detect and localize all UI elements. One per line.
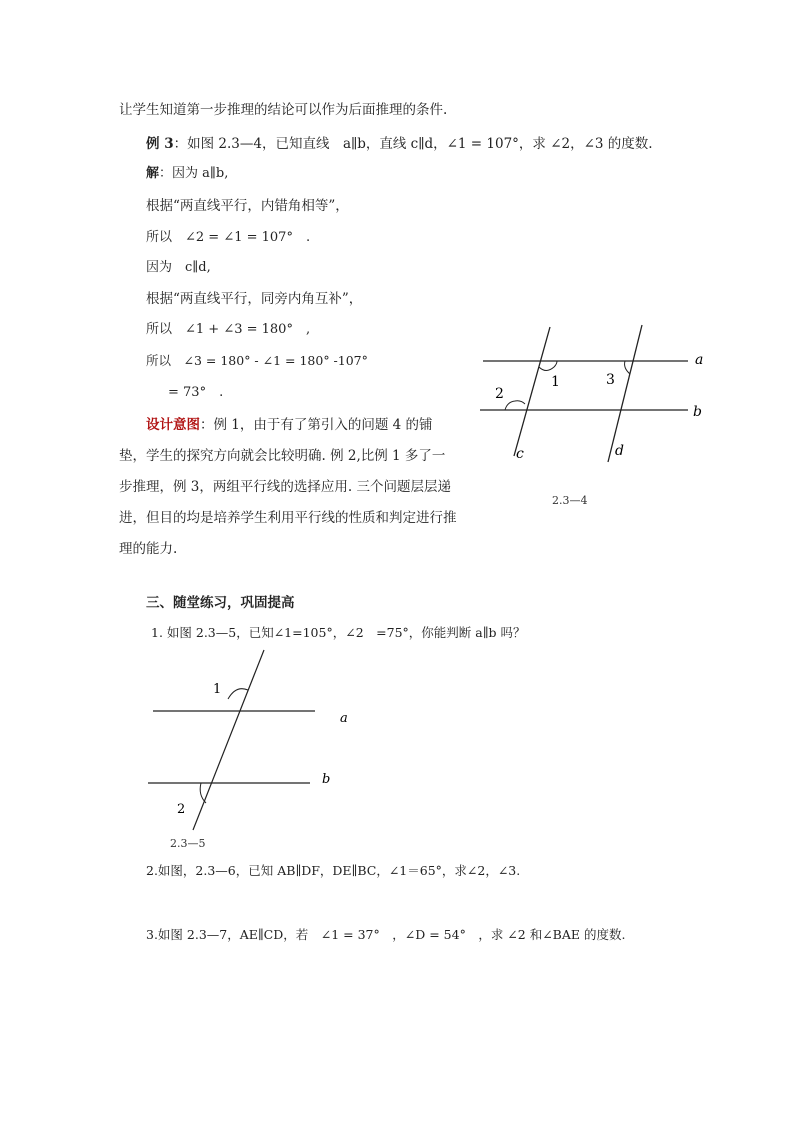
design-intent-label: 设计意图 bbox=[146, 417, 200, 433]
angle-2-arc bbox=[505, 401, 525, 410]
label-a: a bbox=[340, 711, 348, 726]
solution-line-5: 根据“两直线平行，同旁内角互补”， bbox=[146, 291, 363, 307]
label-c: c bbox=[516, 446, 524, 462]
solution-line-1 bbox=[146, 165, 228, 183]
label-angle-2: 2 bbox=[495, 386, 504, 402]
line-d bbox=[608, 325, 642, 462]
label-b: b bbox=[693, 404, 702, 420]
figure-2-3-5 bbox=[140, 645, 370, 850]
figure-2-3-5-caption: 2.3—5 bbox=[170, 837, 206, 850]
solution-line-8: = 73° . bbox=[168, 385, 224, 400]
label-angle-1: 1 bbox=[213, 682, 222, 697]
exercise-3-text: 3.如图 2.3—7，AE∥CD，若 ∠1 = 37° ，∠D = 54° ，求 ∠2 和∠BAE 的度数. bbox=[146, 927, 626, 942]
label-angle-1: 1 bbox=[551, 374, 560, 390]
example3-body: ：如图 2.3—4，已知直线 a∥b，直线 c∥d，∠1 = 107°，求 ∠2，∠3 的度数. bbox=[173, 136, 653, 152]
section-3-heading: 三、随堂练习，巩固提高 bbox=[146, 595, 295, 611]
example3-label: 例 3 bbox=[146, 136, 174, 152]
intro-text: 让学生知道第一步推理的结论可以作为后面推理的条件. bbox=[119, 102, 448, 118]
solution-line-2: 根据“两直线平行，内错角相等”， bbox=[146, 198, 349, 214]
exercise-2-text: 2.如图，2.3—6，已知 AB∥DF，DE∥BC，∠1＝65°，求∠2，∠3. bbox=[146, 863, 521, 878]
line-c bbox=[514, 327, 550, 456]
solution-label: 解 bbox=[146, 166, 160, 181]
label-d: d bbox=[615, 443, 624, 459]
figure-2-3-4 bbox=[475, 318, 715, 468]
solution-line-4: 因为 c∥d, bbox=[146, 260, 211, 275]
angle-3-arc bbox=[625, 361, 630, 374]
transversal bbox=[193, 650, 264, 830]
solution-line-3: 所以 ∠2 = ∠1 = 107° . bbox=[146, 230, 311, 245]
label-angle-3: 3 bbox=[606, 372, 615, 388]
exercise-1-text: 1. 如图 2.3—5，已知∠1=105°，∠2 =75°，你能判断 a∥b 吗？ bbox=[151, 625, 526, 640]
example3-statement bbox=[146, 135, 653, 153]
label-b: b bbox=[322, 772, 331, 787]
label-a: a bbox=[695, 352, 704, 368]
solution-line-6: 所以 ∠1 + ∠3 = 180° , bbox=[146, 322, 311, 337]
angle-1-arc bbox=[539, 361, 557, 371]
design-intent-paragraph bbox=[119, 410, 457, 565]
label-angle-2: 2 bbox=[177, 802, 186, 817]
solution-line-1-text: ：因为 a∥b, bbox=[159, 166, 229, 181]
figure-2-3-4-caption: 2.3—4 bbox=[552, 494, 588, 507]
design-intent-text: ：例 1，由于有了第引入的问题 4 的铺垫，学生的探究方向就会比较明确. 例 2,比例 1 多了一步推理，例 3，两组平行线的选择应用. 三个问题层层递进，但目的均是培养学生利用平行线的性质和判定进行推理的能力. bbox=[119, 417, 457, 557]
solution-line-7: 所以 ∠3 = 180° - ∠1 = 180° -107° bbox=[146, 353, 368, 368]
